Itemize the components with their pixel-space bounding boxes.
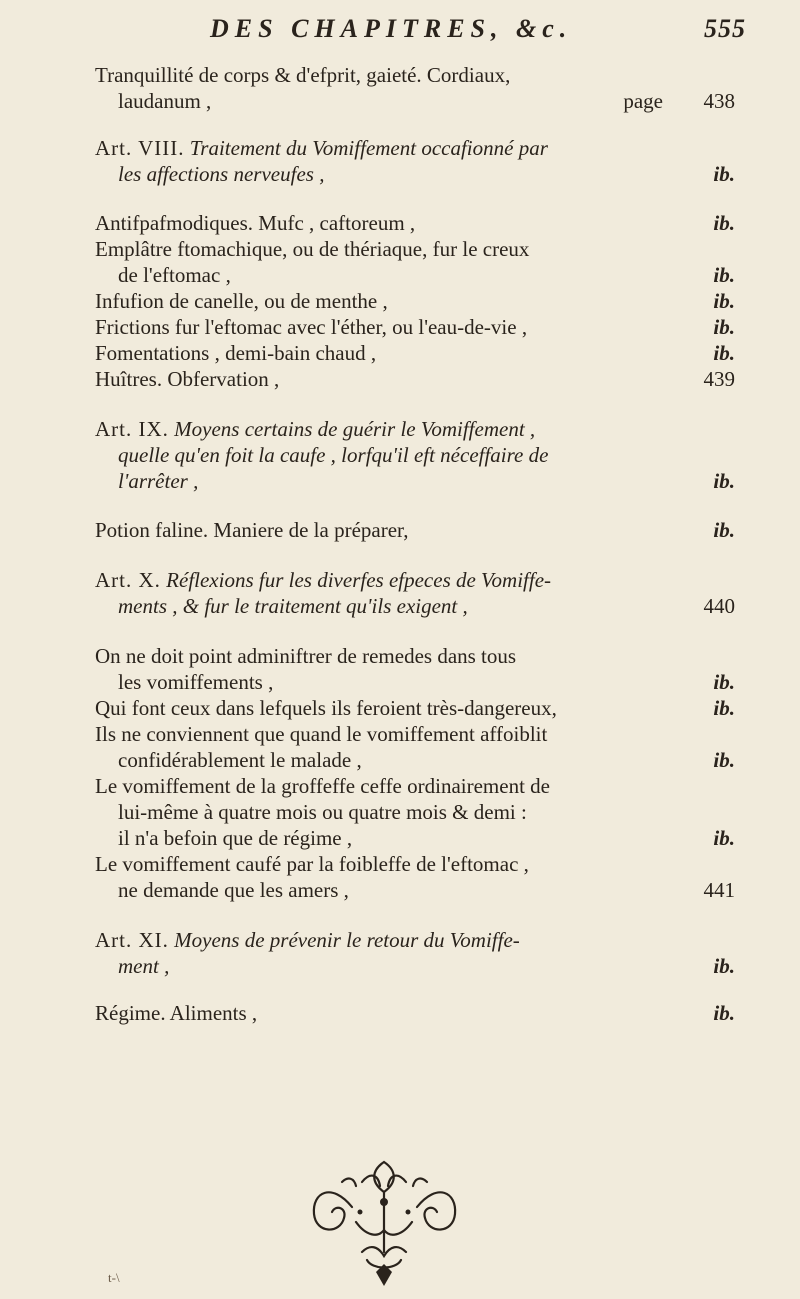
page-ref: ib. xyxy=(713,469,735,493)
page-ref: 439 xyxy=(703,367,735,391)
page-ref: ib. xyxy=(713,954,735,978)
page-ref: ib. xyxy=(713,670,735,694)
page-ref: 438 xyxy=(703,89,735,113)
page-ref: ib. xyxy=(713,315,735,339)
page-ref: ib. xyxy=(713,826,735,850)
book-page: DES CHAPITRES, &c. 555 Tranquillité de corps & d'efprit, gaieté. Cordiaux, laudanum , page 438 Art. VIII. Traitement du Vomiffement occafionné par les affections nerveufes , ib. Antifpafmodiques. Mufc , caftoreum , ib. Emplâtre ftomachique, ou de thériaque, fur le creux de l'eftomac , ib. Infufion de canelle, ou de menthe , ib. Frictions fur l'eftomac avec l'éther, ou l'eau-de-vie , ib. Fomentations , demi-bain chaud , ib. Huîtres. Obfervation , 439 Art. IX. Moyens certains de guérir le Vomiffement , quelle qu'en foit la caufe , lorfqu'il eft néceffaire de l'arrêter , ib. Potion faline. Maniere de la préparer, ib. Art. X. Réflexions fur les diverfes efpeces de Vomiffe- ments , & fur le traitement qu'ils exigent , 440 On ne doit point adminiftrer de remedes dans tous les vomiffements , ib. Qui font ceux dans lefquels ils feroient très-dangereux, ib. Ils ne conviennent que quand le vomiffement affoiblit confidérablement le malade , ib. Le vomiffement de la groffeffe ceffe ordinairement de lui-même à quatre mois ou quatre mois & demi : il n'a befoin que de régime , ib. Le vomiffement caufé par la foibleffe de l'eftomac , ne demande que les amers , 441 Art. XI. Moyens de prévenir le retour du Vomiffe- ment , ib. Régime. Aliments , ib. t-\ xyxy=(0,0,800,1299)
page-ref: 440 xyxy=(703,594,735,618)
stray-mark: t-\ xyxy=(108,1270,120,1285)
page-ref: ib. xyxy=(713,211,735,235)
fleuron-ornament-icon xyxy=(292,1152,477,1292)
page-ref: ib. xyxy=(713,263,735,287)
running-title: DES CHAPITRES, &c. xyxy=(210,14,573,43)
page-label: page xyxy=(623,89,663,113)
page-ref: ib. xyxy=(713,1001,735,1025)
page-number: 555 xyxy=(704,14,746,43)
page-ref: ib. xyxy=(713,748,735,772)
page-ref: ib. xyxy=(713,162,735,186)
page-ref: ib. xyxy=(713,341,735,365)
page-ref: ib. xyxy=(713,518,735,542)
running-header xyxy=(0,14,800,54)
page-ref: 441 xyxy=(703,878,735,902)
page-ref: ib. xyxy=(713,696,735,720)
page-ref: ib. xyxy=(713,289,735,313)
